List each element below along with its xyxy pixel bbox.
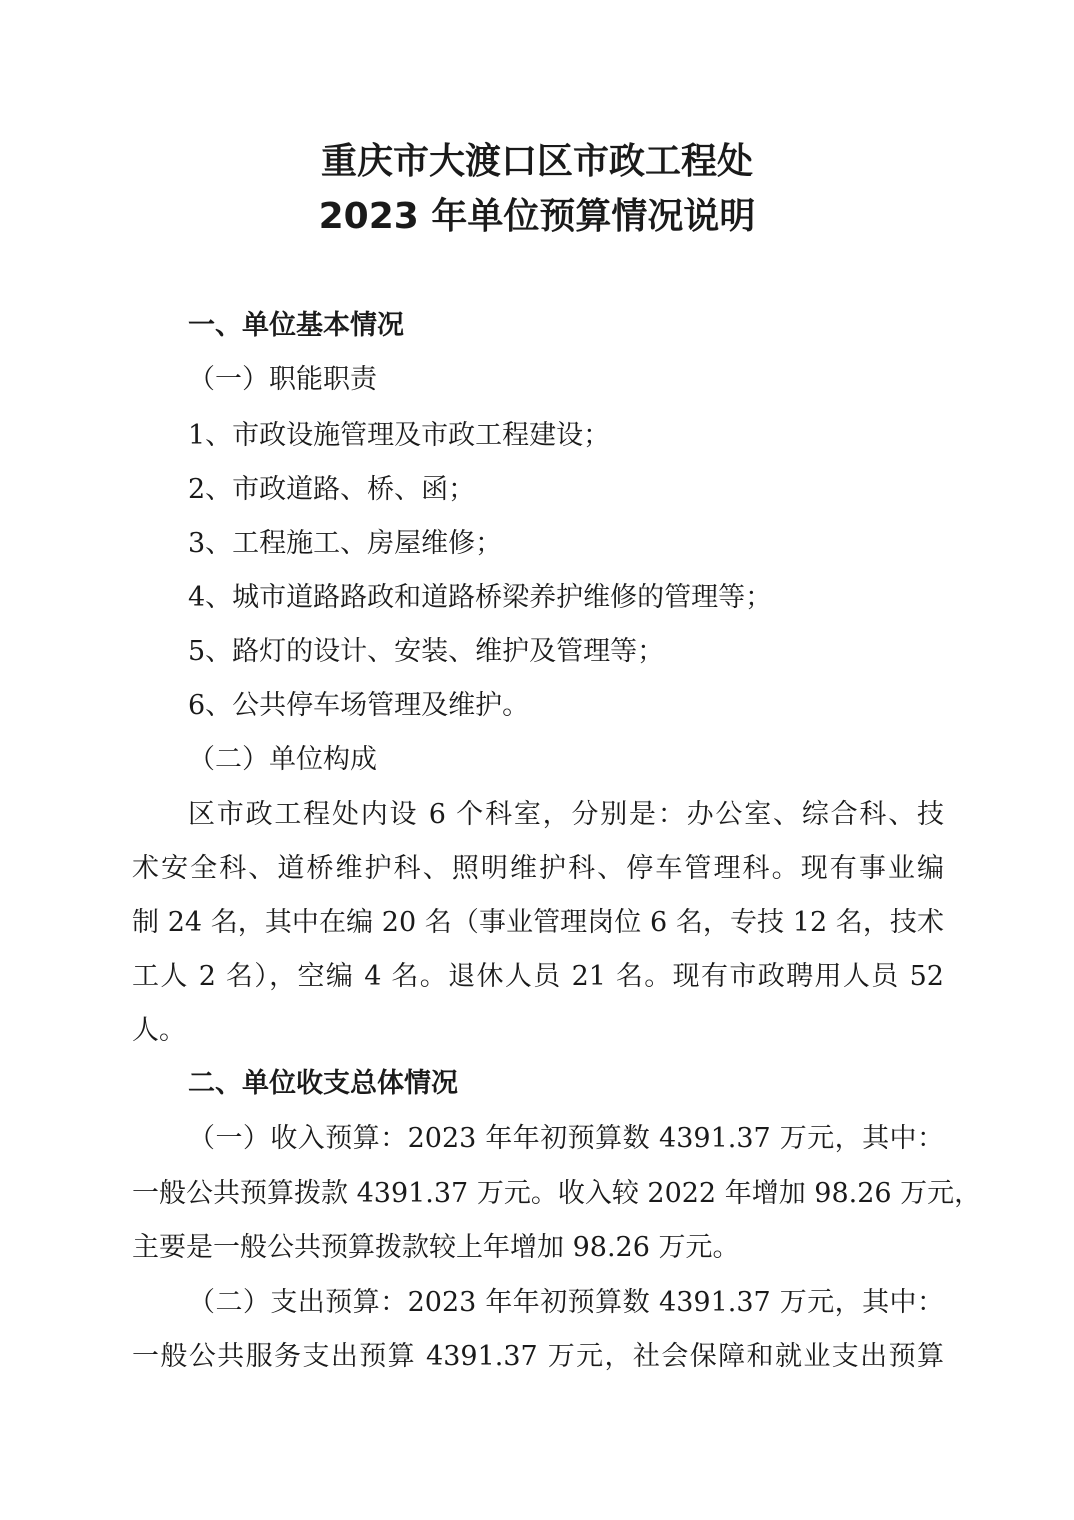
document-title-line1: 重庆市大渡口区市政工程处: [320, 141, 753, 182]
duty-item-2: 2、市政道路、桥、函；: [188, 474, 476, 505]
subsection-heading-duties: （一）职能职责: [188, 364, 377, 395]
structure-paragraph-line: 术安全科、道桥维护科、照明维护科、停车管理科。现有事业编: [132, 853, 944, 884]
income-paragraph-line: 一般公共预算拨款 4391.37 万元。收入较 2022 年增加 98.26 万元，: [132, 1178, 982, 1209]
section-heading-budget-overview: 二、单位收支总体情况: [188, 1068, 458, 1099]
structure-paragraph-line: 工人 2 名），空编 4 名。退休人员 21 名。现有市政聘用人员 52: [132, 961, 944, 992]
section-heading-basic-info: 一、单位基本情况: [188, 310, 404, 341]
expenditure-paragraph-line: 一般公共服务支出预算 4391.37 万元，社会保障和就业支出预算: [132, 1341, 944, 1372]
duty-item-5: 5、路灯的设计、安装、维护及管理等；: [188, 636, 665, 667]
structure-paragraph-line: 制 24 名，其中在编 20 名（事业管理岗位 6 名，专技 12 名，技术: [132, 907, 944, 938]
income-paragraph-line: 主要是一般公共预算拨款较上年增加 98.26 万元。: [132, 1232, 740, 1263]
structure-paragraph-line: 人。: [132, 1015, 186, 1046]
duty-item-1: 1、市政设施管理及市政工程建设；: [188, 420, 611, 451]
document-title-line2: 2023 年单位预算情况说明: [318, 196, 756, 237]
duty-item-4: 4、城市道路路政和道路桥梁养护维修的管理等；: [188, 582, 773, 613]
income-paragraph-line: （一）收入预算：2023 年年初预算数 4391.37 万元，其中：: [188, 1123, 944, 1154]
duty-item-6: 6、公共停车场管理及维护。: [188, 690, 530, 721]
structure-paragraph-line: 区市政工程处内设 6 个科室，分别是：办公室、综合科、技: [188, 799, 944, 830]
subsection-heading-structure: （二）单位构成: [188, 744, 377, 775]
duty-item-3: 3、工程施工、房屋维修；: [188, 528, 503, 559]
expenditure-paragraph-line: （二）支出预算：2023 年年初预算数 4391.37 万元，其中：: [188, 1287, 944, 1318]
